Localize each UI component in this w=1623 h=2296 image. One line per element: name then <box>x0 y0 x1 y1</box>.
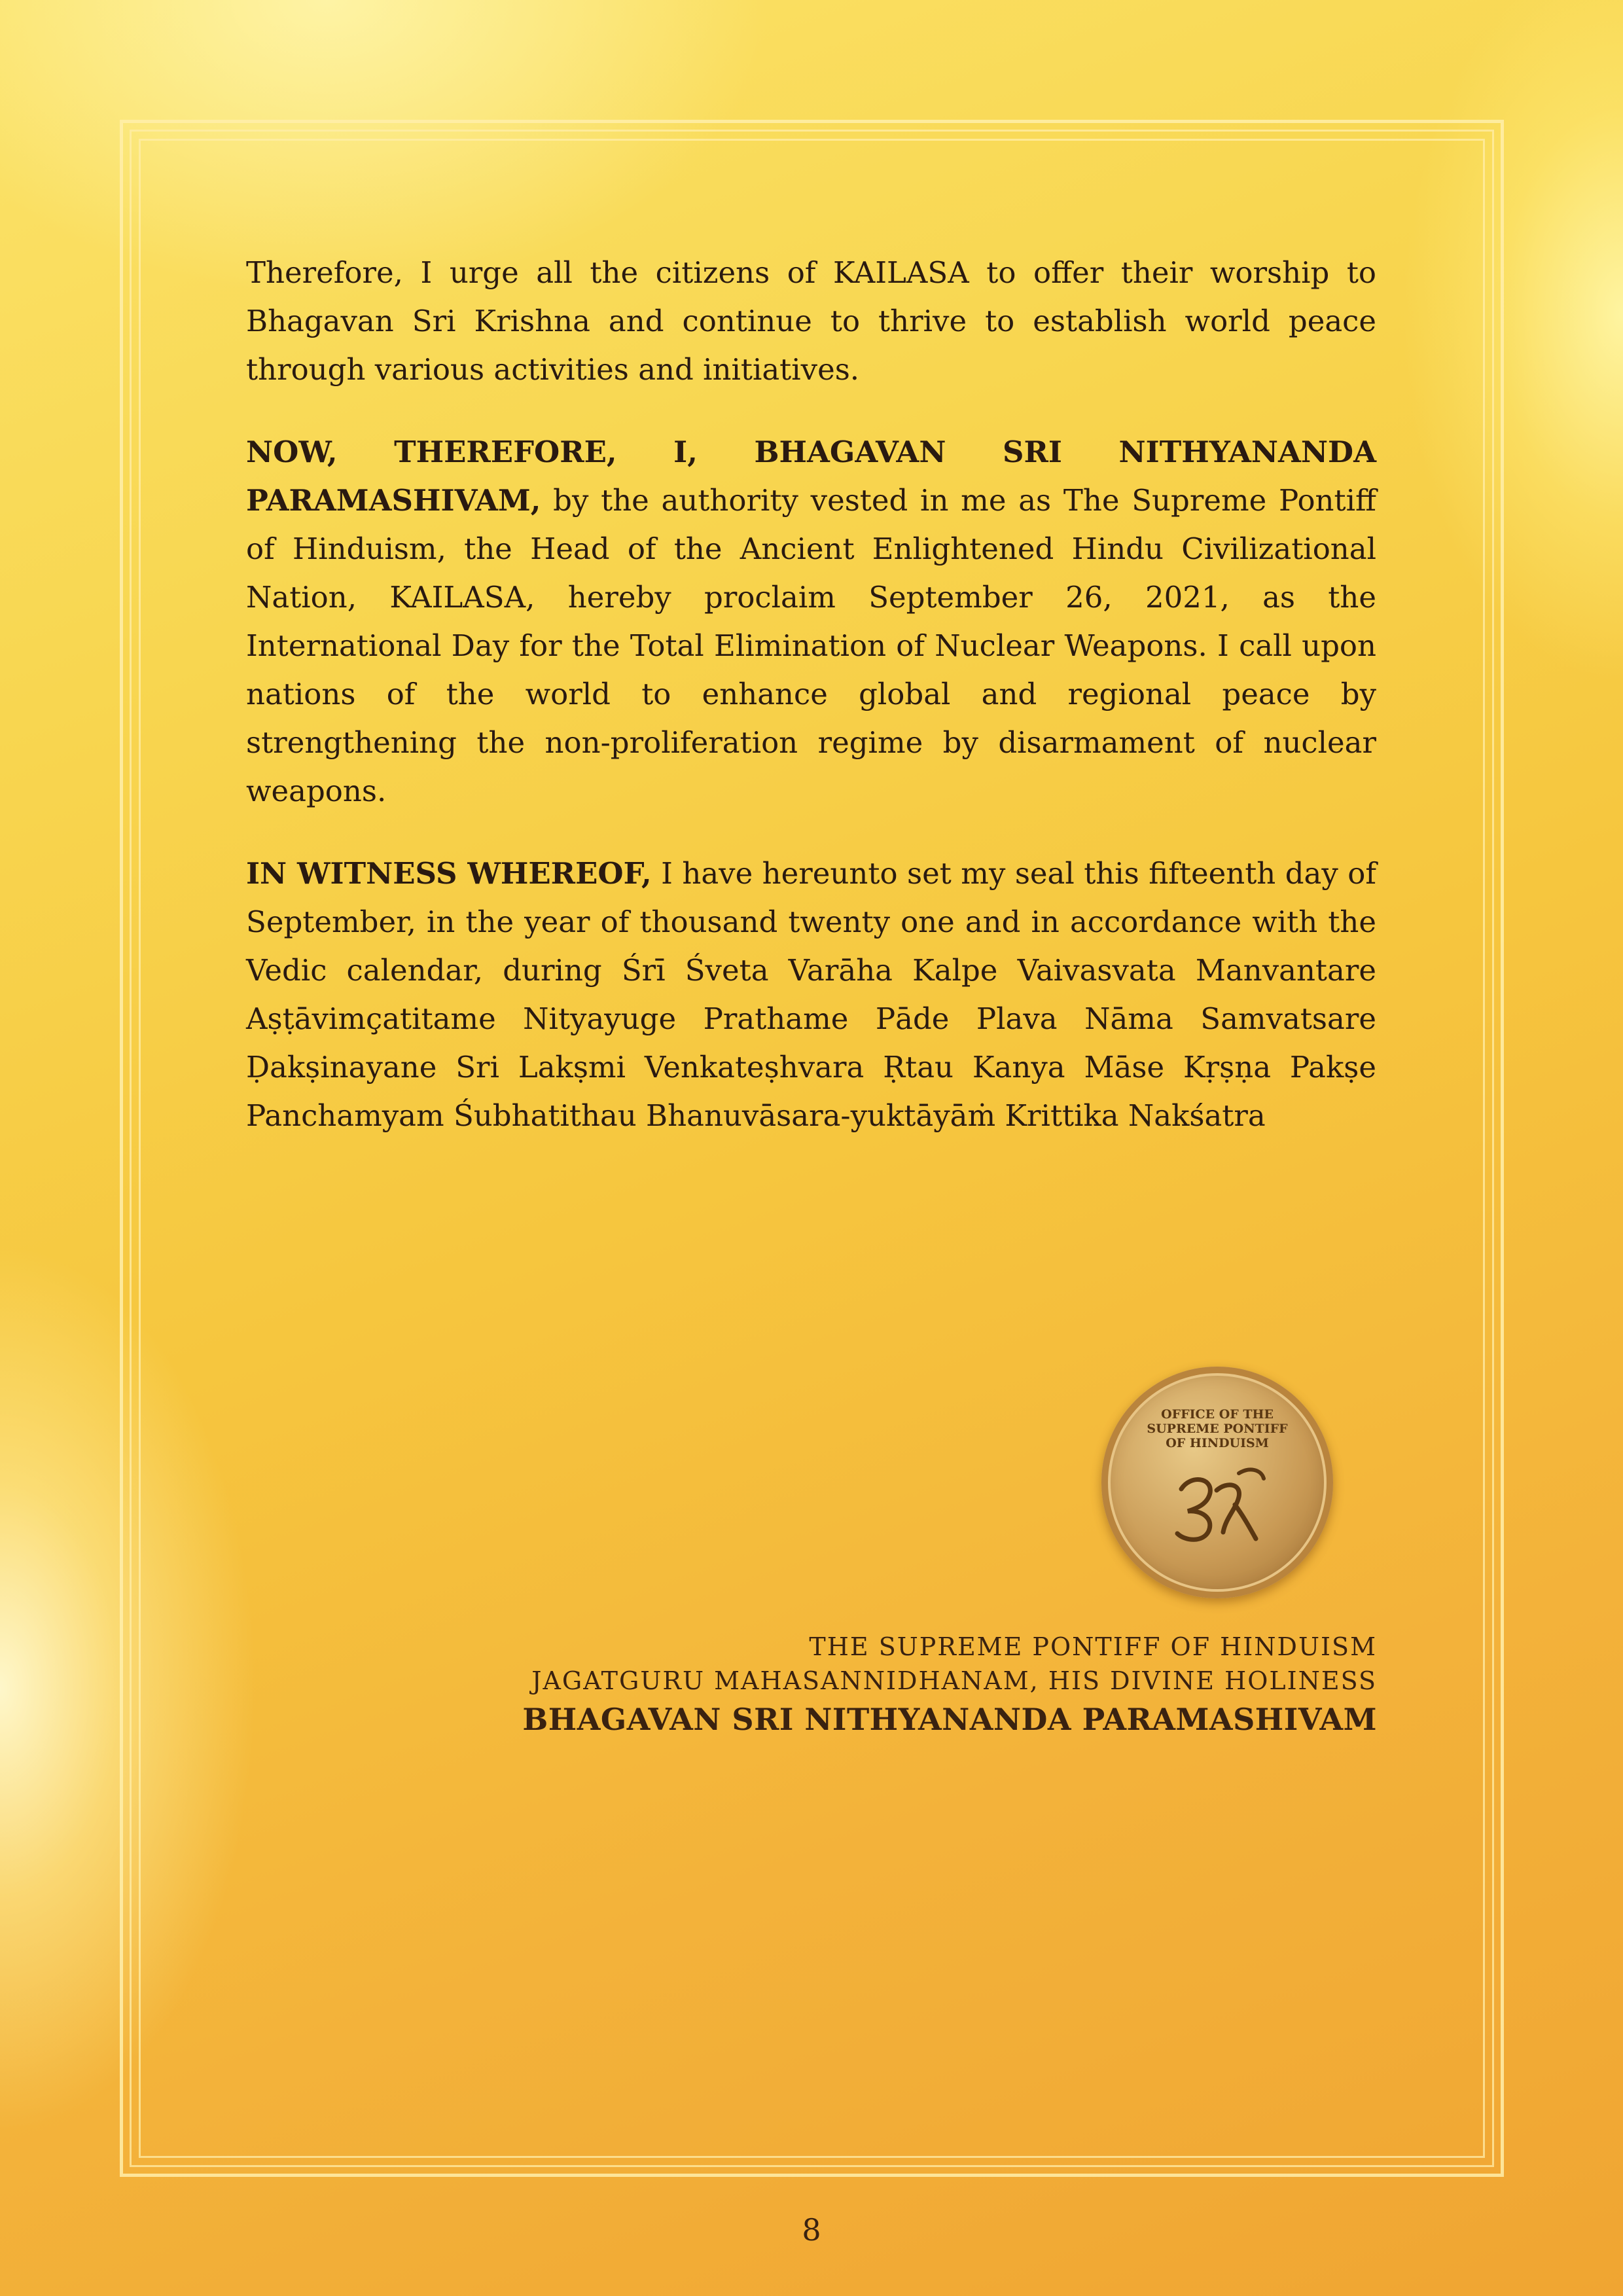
signature-name: BHAGAVAN SRI NITHYANANDA PARAMASHIVAM <box>522 1702 1377 1737</box>
paragraph-proclamation <box>246 428 1376 816</box>
page-number: 8 <box>802 2212 821 2248</box>
seal-caption: OFFICE OF THE SUPREME PONTIFF OF HINDUISM <box>1147 1407 1288 1450</box>
signature-honorific: JAGATGURU MAHASANNIDHANAM, HIS DIVINE HOLINESS <box>531 1666 1377 1695</box>
office-seal <box>1101 1367 1333 1598</box>
paragraph-witness <box>246 850 1376 1140</box>
witness-lead: IN WITNESS WHEREOF, <box>246 856 652 891</box>
proclamation-text: by the authority vested in me as The Supreme Pontiff of Hinduism, the Head of the Ancient Enlightened Hindu Civilizational Nation, KAILASA, hereby proclaim September 26, 2021, as the International Day for the Total Elimination of Nuclear Weapons. I call upon nations of the world to enhance global and regional peace by strengthening the non-proliferation regime by disarmament of nuclear weapons. <box>246 483 1376 808</box>
paragraph-1-text: Therefore, I urge all the citizens of KAILASA to offer their worship to Bhagavan Sri Krishna and continue to thrive to establish world peace through various activities and initiatives. <box>246 255 1376 387</box>
signature-title: THE SUPREME PONTIFF OF HINDUISM <box>809 1632 1377 1661</box>
sri-glyph-icon <box>1101 1455 1333 1553</box>
proclamation-lead: NOW, THEREFORE, I, BHAGAVAN SRI NITHYANANDA PARAMASHIVAM, <box>246 435 1376 518</box>
signature-block <box>522 1630 1377 1741</box>
witness-text: I have hereunto set my seal this fifteenth day of September, in the year of thousand twenty one and in accordance with the Vedic calendar, during Śrī Śveta Varāha Kalpe Vaivasvata Manvantare Aṣṭāvimçatitame Nityayuge Prathame Pāde Plava Nāma Samvatsare Ḍakṣinayane Sri Lakṣmi Venkateṣhvara Ṛtau Kanya Māse Kṛṣṇa Pakṣe Panchamyam Śubhatithau Bhanuvāsara-yuktāyāṁ Krittika Nakśatra <box>246 856 1376 1133</box>
paragraph-urge-citizens <box>246 249 1376 394</box>
proclamation-body <box>246 249 1376 1174</box>
